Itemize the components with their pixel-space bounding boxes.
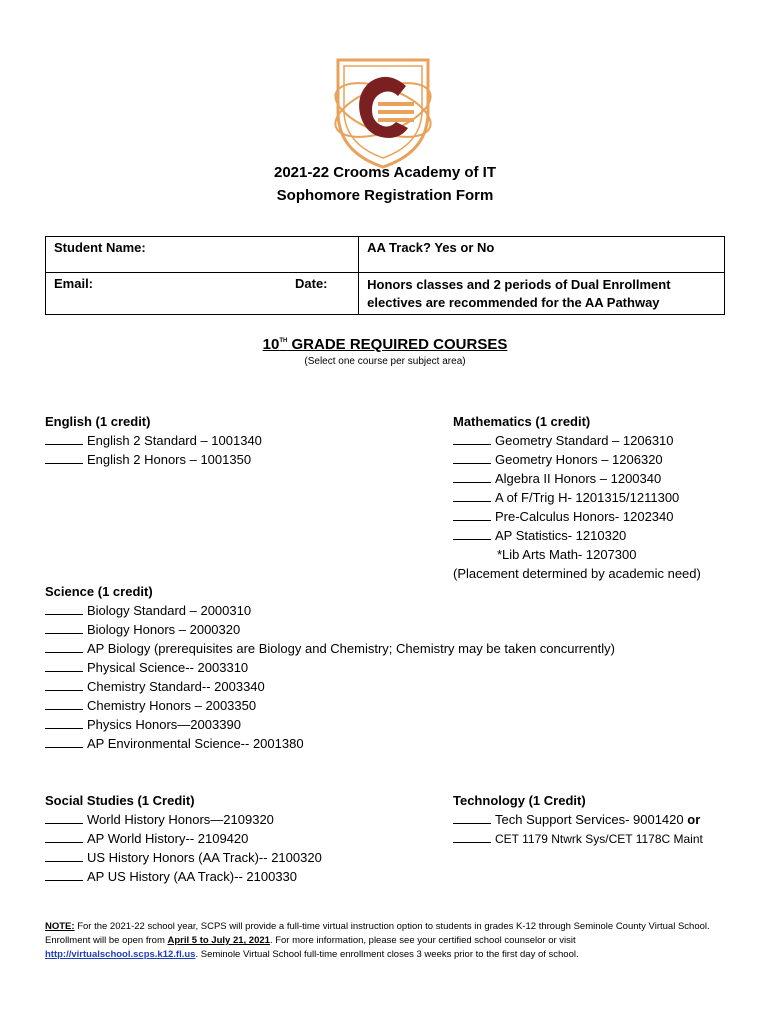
science-option[interactable]: AP Biology (prerequisites are Biology and Chemistry; Chemistry may be taken concurrently): [45, 641, 615, 656]
technology-title: Technology (1 Credit): [453, 793, 586, 808]
enrollment-dates: April 5 to July 21, 2021: [167, 935, 270, 946]
science-title: Science (1 credit): [45, 584, 153, 599]
virtual-school-note: NOTE: For the 2021-22 school year, SCPS will provide a full-time virtual instruction option to students in grades K-12 through Seminole County Virtual School. Enrollment will be open from April 5 to July 21, 2021. For more information, please see your certified school counselor or visit http://virtualschool.scps.k12.fl.us. Seminole Virtual School full-time enrollment closes 3 weeks prior to the first day of school.: [45, 921, 710, 960]
math-option[interactable]: Geometry Standard – 1206310: [453, 433, 674, 448]
social-option[interactable]: World History Honors—2109320: [45, 812, 274, 827]
lib-arts-math: *Lib Arts Math- 1207300: [497, 547, 637, 562]
math-title: Mathematics (1 credit): [453, 414, 591, 429]
student-info-table: [45, 236, 725, 315]
english-option[interactable]: English 2 Standard – 1001340: [45, 433, 262, 448]
form-title-line2: Sophomore Registration Form: [276, 187, 494, 204]
school-logo: [328, 42, 438, 172]
math-option[interactable]: AP Statistics- 1210320: [453, 528, 626, 543]
student-name-field[interactable]: Student Name:: [46, 237, 359, 273]
required-courses-heading: 10TH GRADE REQUIRED COURSES: [262, 336, 508, 353]
date-field[interactable]: Date:: [287, 273, 359, 315]
email-field[interactable]: Email:: [46, 273, 288, 315]
math-option[interactable]: Pre-Calculus Honors- 1202340: [453, 509, 673, 524]
science-option[interactable]: Physical Science-- 2003310: [45, 660, 248, 675]
science-option[interactable]: Biology Honors – 2000320: [45, 622, 240, 637]
honors-recommendation: Honors classes and 2 periods of Dual Enrollment electives are recommended for the AA Pathway: [359, 273, 725, 315]
english-option[interactable]: English 2 Honors – 1001350: [45, 452, 251, 467]
science-option[interactable]: Chemistry Standard-- 2003340: [45, 679, 265, 694]
social-option[interactable]: US History Honors (AA Track)-- 2100320: [45, 850, 322, 865]
social-studies-title: Social Studies (1 Credit): [45, 793, 195, 808]
virtual-school-link[interactable]: http://virtualschool.scps.k12.fl.us: [45, 949, 196, 960]
science-option[interactable]: Biology Standard – 2000310: [45, 603, 251, 618]
science-option[interactable]: AP Environmental Science-- 2001380: [45, 736, 304, 751]
math-placement-note: (Placement determined by academic need): [453, 566, 701, 581]
tech-option[interactable]: Tech Support Services- 9001420 or: [453, 812, 700, 827]
aa-track-field[interactable]: AA Track? Yes or No: [359, 237, 725, 273]
note-label: NOTE:: [45, 921, 75, 932]
math-option[interactable]: Geometry Honors – 1206320: [453, 452, 663, 467]
math-option[interactable]: A of F/Trig H- 1201315/1211300: [453, 490, 679, 505]
form-title-line1: 2021-22 Crooms Academy of IT: [273, 164, 497, 181]
social-option[interactable]: AP World History-- 2109420: [45, 831, 248, 846]
english-title: English (1 credit): [45, 414, 151, 429]
required-courses-subtitle: (Select one course per subject area): [304, 356, 466, 367]
science-option[interactable]: Chemistry Honors – 2003350: [45, 698, 256, 713]
tech-option[interactable]: CET 1179 Ntwrk Sys/CET 1178C Maint: [453, 831, 703, 846]
math-option[interactable]: Algebra II Honors – 1200340: [453, 471, 661, 486]
social-option[interactable]: AP US History (AA Track)-- 2100330: [45, 869, 297, 884]
science-option[interactable]: Physics Honors—2003390: [45, 717, 241, 732]
